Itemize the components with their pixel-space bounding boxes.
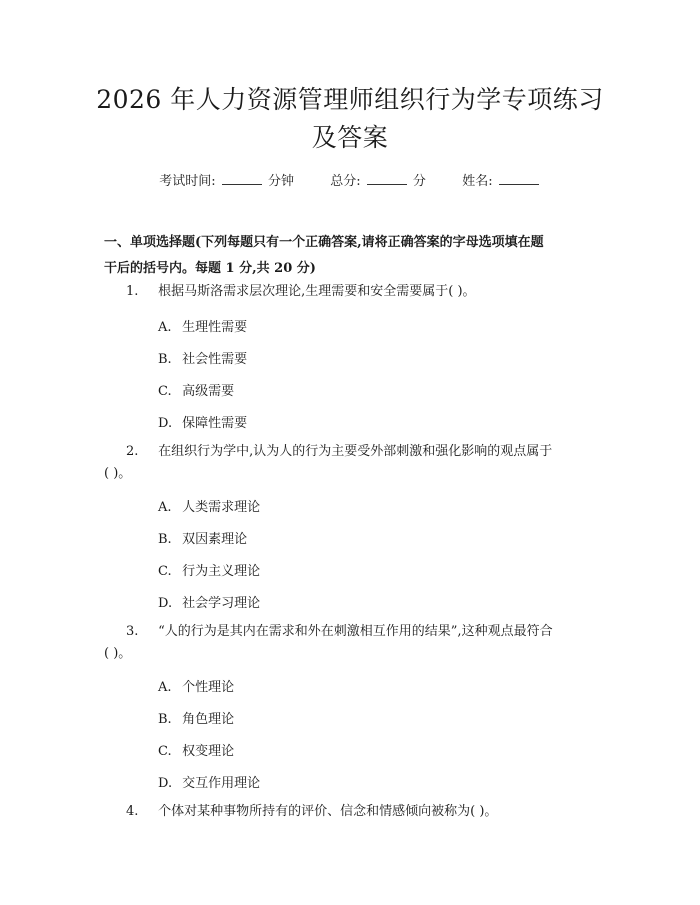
question-number: 4. xyxy=(126,804,139,819)
question-2-option-b xyxy=(158,528,247,547)
question-1-option-a xyxy=(158,316,247,335)
exam-meta-line xyxy=(0,170,700,189)
question-number: 3. xyxy=(126,624,139,639)
time-blank xyxy=(222,170,262,185)
question-1-option-d xyxy=(158,412,247,431)
option-letter: D. xyxy=(158,416,173,431)
option-letter: D. xyxy=(158,596,173,611)
document-title-line-1: 2026 年人力资源管理师组织行为学专项练习 xyxy=(96,85,604,114)
option-letter: C. xyxy=(158,564,172,579)
name-blank xyxy=(499,170,539,185)
score-label: 总分: xyxy=(330,174,361,189)
question-text: “人的行为是其内在需求和外在刺激相互作用的结果”,这种观点最符合 xyxy=(158,624,553,639)
option-letter: A. xyxy=(158,320,172,335)
question-3-option-a xyxy=(158,676,234,695)
name-label: 姓名: xyxy=(462,174,493,189)
question-number: 2. xyxy=(126,444,139,459)
time-unit: 分钟 xyxy=(267,174,294,189)
question-4 xyxy=(104,800,600,824)
question-3 xyxy=(104,620,600,666)
option-letter: C. xyxy=(158,384,172,399)
question-3-option-d xyxy=(158,772,260,791)
question-number: 1. xyxy=(126,284,139,299)
option-text: 社会学习理论 xyxy=(182,596,261,611)
question-2 xyxy=(104,440,600,486)
option-text: 个性理论 xyxy=(182,680,235,695)
option-text: 交互作用理论 xyxy=(182,776,261,791)
option-text: 角色理论 xyxy=(182,712,235,727)
option-letter: C. xyxy=(158,744,172,759)
option-letter: B. xyxy=(158,532,172,547)
score-blank xyxy=(367,170,407,185)
section-heading xyxy=(104,230,594,282)
option-text: 行为主义理论 xyxy=(182,564,261,579)
question-text: 个体对某种事物所持有的评价、信念和情感倾向被称为( )。 xyxy=(158,804,498,819)
option-text: 保障性需要 xyxy=(182,416,248,431)
option-letter: A. xyxy=(158,500,172,515)
document-title-line-2: 及答案 xyxy=(311,123,389,152)
section-heading-line-2: 干后的括号内。每题 1 分,共 20 分) xyxy=(104,261,316,276)
question-3-option-c xyxy=(158,740,234,759)
section-heading-line-1: 一、单项选择题(下列每题只有一个正确答案,请将正确答案的字母选项填在题 xyxy=(104,235,544,250)
question-2-option-c xyxy=(158,560,260,579)
question-text: 在组织行为学中,认为人的行为主要受外部刺激和强化影响的观点属于 xyxy=(158,444,553,459)
question-text-continued: ( )。 xyxy=(104,646,132,661)
question-1-option-c xyxy=(158,380,234,399)
question-3-option-b xyxy=(158,708,234,727)
question-2-option-a xyxy=(158,496,260,515)
question-text: 根据马斯洛需求层次理论,生理需要和安全需要属于( )。 xyxy=(158,284,476,299)
option-text: 社会性需要 xyxy=(182,352,248,367)
option-text: 生理性需要 xyxy=(182,320,248,335)
question-text-continued: ( )。 xyxy=(104,466,132,481)
question-1 xyxy=(104,280,600,304)
option-letter: D. xyxy=(158,776,173,791)
option-text: 高级需要 xyxy=(182,384,235,399)
score-unit: 分 xyxy=(412,174,426,189)
option-text: 双因素理论 xyxy=(182,532,248,547)
option-text: 权变理论 xyxy=(182,744,235,759)
question-2-option-d xyxy=(158,592,260,611)
time-label: 考试时间: xyxy=(159,174,216,189)
option-text: 人类需求理论 xyxy=(182,500,261,515)
question-1-option-b xyxy=(158,348,247,367)
option-letter: B. xyxy=(158,712,172,727)
option-letter: B. xyxy=(158,352,172,367)
option-letter: A. xyxy=(158,680,172,695)
